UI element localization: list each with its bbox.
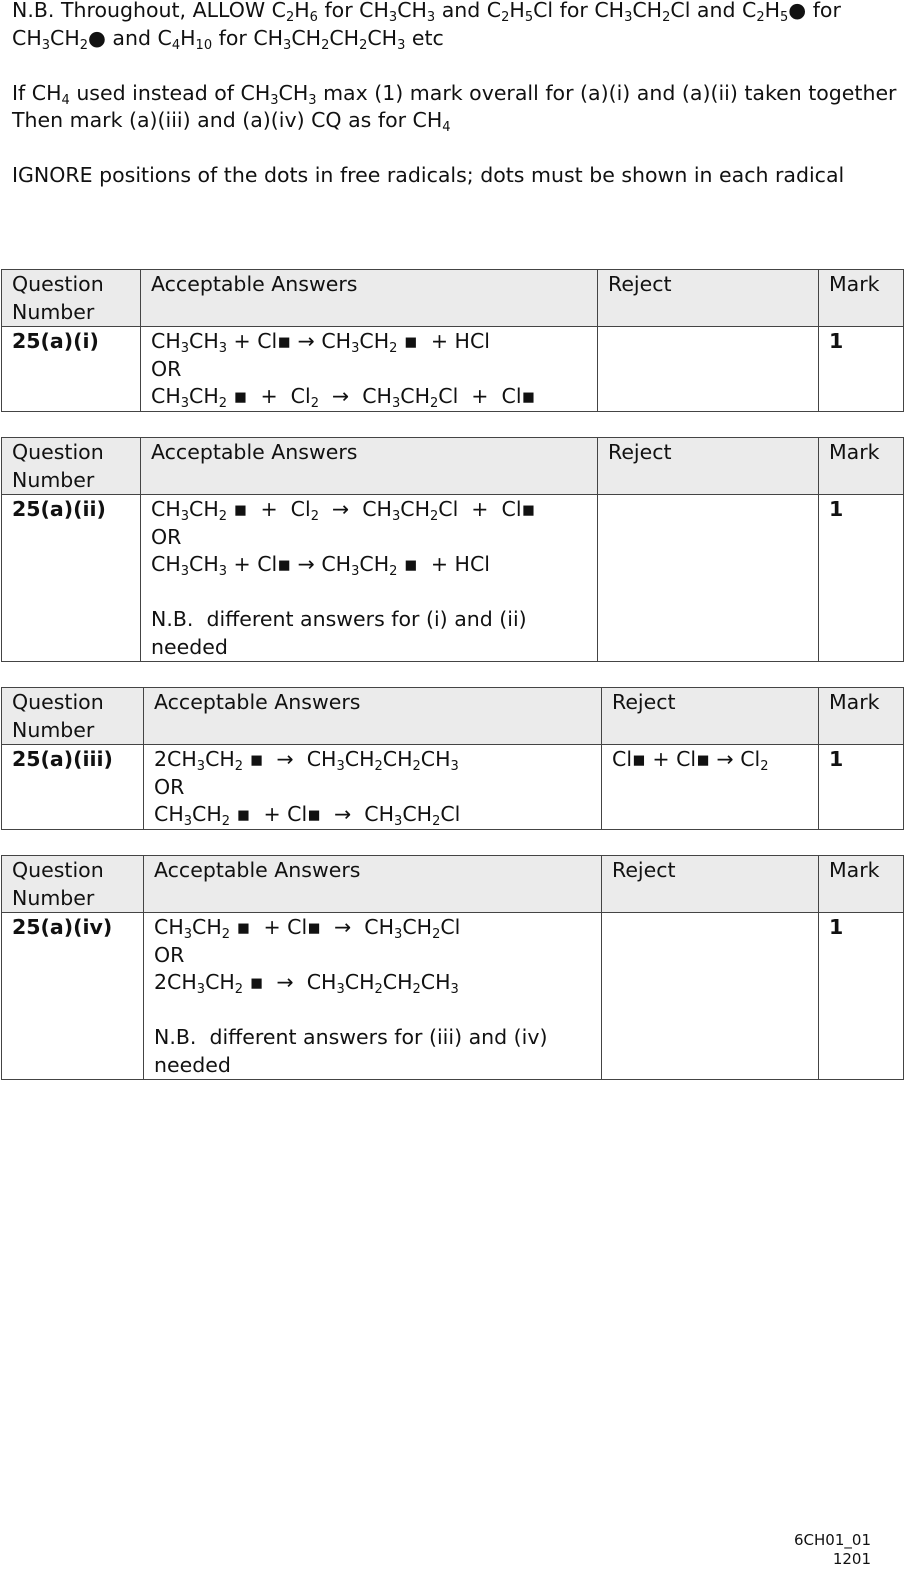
header-acceptable-answers: Acceptable Answers bbox=[141, 270, 598, 327]
blank-line bbox=[154, 997, 592, 1025]
note-allow-formulae: N.B. Throughout, ALLOW $C_2H_6$ for $CH_3CH_3$ and $C_2H_5Cl$ for $CH_3CH_2Cl$ and $C_2H_5●$ for $CH_3CH_2●$ and $C_4H_{10}$ for $CH_3CH_2CH_2CH_3$ etc bbox=[12, 0, 841, 53]
table-header-row bbox=[2, 438, 904, 495]
header-question-number: Question Number bbox=[2, 856, 144, 913]
reject-cell bbox=[598, 495, 819, 662]
table-row bbox=[2, 745, 904, 830]
acceptable-answers-cell bbox=[141, 495, 598, 662]
header-reject: Reject bbox=[602, 688, 819, 745]
reject-cell bbox=[602, 913, 819, 1080]
table-row bbox=[2, 327, 904, 412]
header-acceptable-answers: Acceptable Answers bbox=[141, 438, 598, 495]
mark-value: 1 bbox=[819, 745, 904, 830]
header-question-number: Question Number bbox=[2, 688, 144, 745]
answer-line: $CH_3CH_2$ ▪ + $Cl_2 \to CH_3CH_2Cl$ + Cl▪ bbox=[151, 384, 536, 411]
header-acceptable-answers: Acceptable Answers bbox=[144, 688, 602, 745]
mark-table-q25ai bbox=[1, 269, 904, 412]
mark-value: 1 bbox=[819, 913, 904, 1080]
header-reject: Reject bbox=[598, 270, 819, 327]
header-question-number: Question Number bbox=[2, 270, 141, 327]
question-number: 25(a)(i) bbox=[2, 327, 141, 412]
header-mark: Mark bbox=[819, 688, 904, 745]
answer-line: $CH_3CH_2$ ▪ + Cl▪ → $CH_3CH_2Cl$ bbox=[154, 802, 461, 829]
mark-value: 1 bbox=[819, 495, 904, 662]
page-number: 1201 bbox=[832, 1550, 871, 1568]
blank-line bbox=[151, 579, 588, 607]
acceptable-answers-cell bbox=[141, 327, 598, 412]
header-acceptable-answers: Acceptable Answers bbox=[144, 856, 602, 913]
note-ch4-max-mark: If $CH_4$ used instead of $CH_3CH_3$ max (1) mark overall for (a)(i) and (a)(ii) taken together Then mark (a)(iii) and (a)(iv) CQ as for $CH_4$ bbox=[12, 80, 897, 135]
table-header-row bbox=[2, 856, 904, 913]
answer-line: OR bbox=[151, 356, 182, 381]
answer-line: OR bbox=[154, 942, 185, 967]
reject-cell bbox=[598, 327, 819, 412]
reject-cell: Cl▪ + Cl▪ → $Cl_2$ bbox=[602, 745, 819, 830]
question-number: 25(a)(ii) bbox=[2, 495, 141, 662]
mark-table-q25aiv bbox=[1, 855, 904, 1080]
question-number: 25(a)(iii) bbox=[2, 745, 144, 830]
answer-line: OR bbox=[151, 524, 182, 549]
header-reject: Reject bbox=[602, 856, 819, 913]
answer-line: OR bbox=[154, 774, 185, 799]
acceptable-answers-cell bbox=[144, 745, 602, 830]
answer-note: N.B. different answers for (i) and (ii) needed bbox=[151, 607, 527, 659]
table-row bbox=[2, 495, 904, 662]
mark-value: 1 bbox=[819, 327, 904, 412]
table-header-row bbox=[2, 688, 904, 745]
answer-line: $2CH_3CH_2$ ▪ → $CH_3CH_2CH_2CH_3$ bbox=[154, 970, 459, 997]
mark-table-q25aiii bbox=[1, 687, 904, 830]
answer-line: $2CH_3CH_2$ ▪ → $CH_3CH_2CH_2CH_3$ bbox=[154, 747, 459, 774]
table-row bbox=[2, 913, 904, 1080]
answer-line: $CH_3CH_3$ + Cl▪ → $CH_3CH_2$ ▪ + HCl bbox=[151, 552, 490, 579]
page-footer bbox=[794, 1531, 871, 1569]
header-mark: Mark bbox=[819, 270, 904, 327]
header-reject: Reject bbox=[598, 438, 819, 495]
acceptable-answers-cell bbox=[144, 913, 602, 1080]
header-mark: Mark bbox=[819, 438, 904, 495]
mark-table-q25aii bbox=[1, 437, 904, 662]
answer-line: $CH_3CH_2$ ▪ + $Cl_2 \to CH_3CH_2Cl$ + Cl▪ bbox=[151, 497, 536, 524]
header-mark: Mark bbox=[819, 856, 904, 913]
paper-code: 6CH01_01 bbox=[794, 1531, 871, 1549]
question-number: 25(a)(iv) bbox=[2, 913, 144, 1080]
note-radical-dots: IGNORE positions of the dots in free radicals; dots must be shown in each radical bbox=[12, 163, 845, 187]
table-header-row bbox=[2, 270, 904, 327]
answer-note: N.B. different answers for (iii) and (iv) needed bbox=[154, 1025, 548, 1077]
general-notes bbox=[12, 0, 902, 217]
header-question-number: Question Number bbox=[2, 438, 141, 495]
answer-line: $CH_3CH_3$ + Cl▪ → $CH_3CH_2$ ▪ + HCl bbox=[151, 329, 490, 356]
answer-line: $CH_3CH_2$ ▪ + Cl▪ → $CH_3CH_2Cl$ bbox=[154, 915, 461, 942]
